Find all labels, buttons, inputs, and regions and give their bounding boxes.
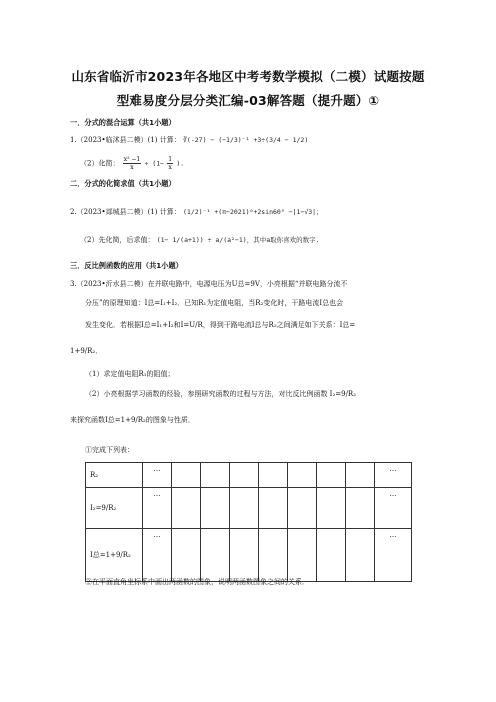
q3-part-2-line-b: 来探究函数I总=1+9/R₂的图象与性质． (70, 416, 195, 424)
table-cell (288, 463, 317, 488)
table-cell (201, 488, 230, 529)
table-cell-tail: … (375, 488, 412, 529)
table-row-label: R₂ (86, 463, 143, 488)
table-row-label: I总=1+9/R₂ (86, 529, 143, 582)
table-cell-tail: … (375, 529, 412, 582)
table-cell (259, 529, 288, 582)
q1-stem: 1.（2023•临沭县二模）(1) 计算： (70, 136, 181, 144)
document-title-line1: 山东省临沂市2023年各地区中考考数学模拟（二模）试题按题 (71, 69, 425, 84)
table-cell-lead: … (143, 463, 172, 488)
table-cell (259, 463, 288, 488)
q3-part-1: （1）求定值电阻R₁的阻值； (85, 370, 175, 378)
question-2-part-1 (70, 208, 430, 217)
q2-expression-1: (1/2)⁻¹ +(π−2021)⁰+2sin60° −|1−√3|； (183, 208, 323, 216)
question-1-part-2 (80, 156, 440, 171)
q3-stem-line-c: 发生变化．若根据I总=I₁+I₂和I=U/R，得到干路电流I总与R₂之间满足如下关系：I总= (85, 321, 356, 329)
table-cell (172, 488, 201, 529)
table-cell (201, 529, 230, 582)
value-table (85, 462, 412, 582)
table-cell (317, 529, 346, 582)
table-cell-tail: … (375, 463, 412, 488)
q3-subpart-1: ①完成下列表： (85, 446, 134, 454)
table-row-label: I₂=9/R₂ (86, 488, 143, 529)
q1-fraction-1 (123, 156, 142, 171)
q1-close-paren: ). (176, 159, 185, 168)
table-cell (201, 463, 230, 488)
q1-fraction-1-numerator: x² −1 (123, 156, 141, 163)
table-cell-lead: … (143, 529, 172, 582)
table-row (86, 529, 412, 582)
section-heading-1: 一．分式的混合运算（共1小题） (70, 118, 176, 127)
q1-expression-1: ∛(-27) − (−1/3)⁻¹ +3÷(3/4 − 1/2) (183, 136, 309, 144)
table-cell (317, 488, 346, 529)
q1-fraction-2-numerator: 1 (168, 156, 173, 163)
table-cell (346, 463, 375, 488)
q1-fraction-2 (167, 156, 173, 171)
table-cell (346, 488, 375, 529)
q2-part2-label: （2）先化简，后求值： (80, 236, 155, 244)
q3-stem-line-a: 3.（2023•沂水县二模）在并联电路中，电源电压为U总=9V，小亮根据“并联电路分流不 (70, 280, 348, 288)
q1-divide-text: ÷ (1− (144, 159, 165, 168)
table-cell (230, 488, 259, 529)
table-cell (230, 463, 259, 488)
table-row (86, 488, 412, 529)
table-cell (346, 529, 375, 582)
question-2-part-2 (80, 236, 440, 245)
q3-part-2-line-a: （2）小亮根据学习函数的经验，参照研究函数的过程与方法，对比反比例函数 I₂=9/R₂ (85, 390, 357, 398)
q2-expression-2: (1− 1/(a+1)) ÷ a/(a²−1)，其中a取你喜欢的数字. (156, 236, 320, 244)
q3-stem-line-b: 分压”的原理知道：I总=I₁+I₂．已知R₁为定值电阻，当R₂变化时，干路电流I总也会 (85, 299, 344, 307)
q1-fraction-2-denominator: x (168, 164, 172, 171)
table-row (86, 463, 412, 488)
section-heading-2: 二．分式的化简求值（共1小题） (70, 179, 176, 188)
q2-stem: 2.（2023•郯城县二模）(1) 计算： (70, 208, 181, 216)
q3-subpart-2: ②在平面直角坐标系中画出两函数的图象，说明两函数图象之间的关系． (85, 578, 309, 586)
table-cell (288, 488, 317, 529)
table-cell (172, 463, 201, 488)
table-cell (230, 529, 259, 582)
table-cell (172, 529, 201, 582)
table-cell (288, 529, 317, 582)
question-1-part-1 (70, 136, 430, 145)
q3-stem-line-d: 1+9/R₂． (70, 347, 103, 355)
q1-fraction-1-denominator: x (130, 164, 134, 171)
table-cell (317, 463, 346, 488)
table-cell (259, 488, 288, 529)
q1-part2-label: （2）化简： (80, 159, 120, 168)
document-title-line2: 型难易度分层分类汇编-03解答题（提升题）① (116, 93, 380, 108)
section-heading-3: 三．反比例函数的应用（共1小题） (70, 261, 183, 270)
table-cell-lead: … (143, 488, 172, 529)
